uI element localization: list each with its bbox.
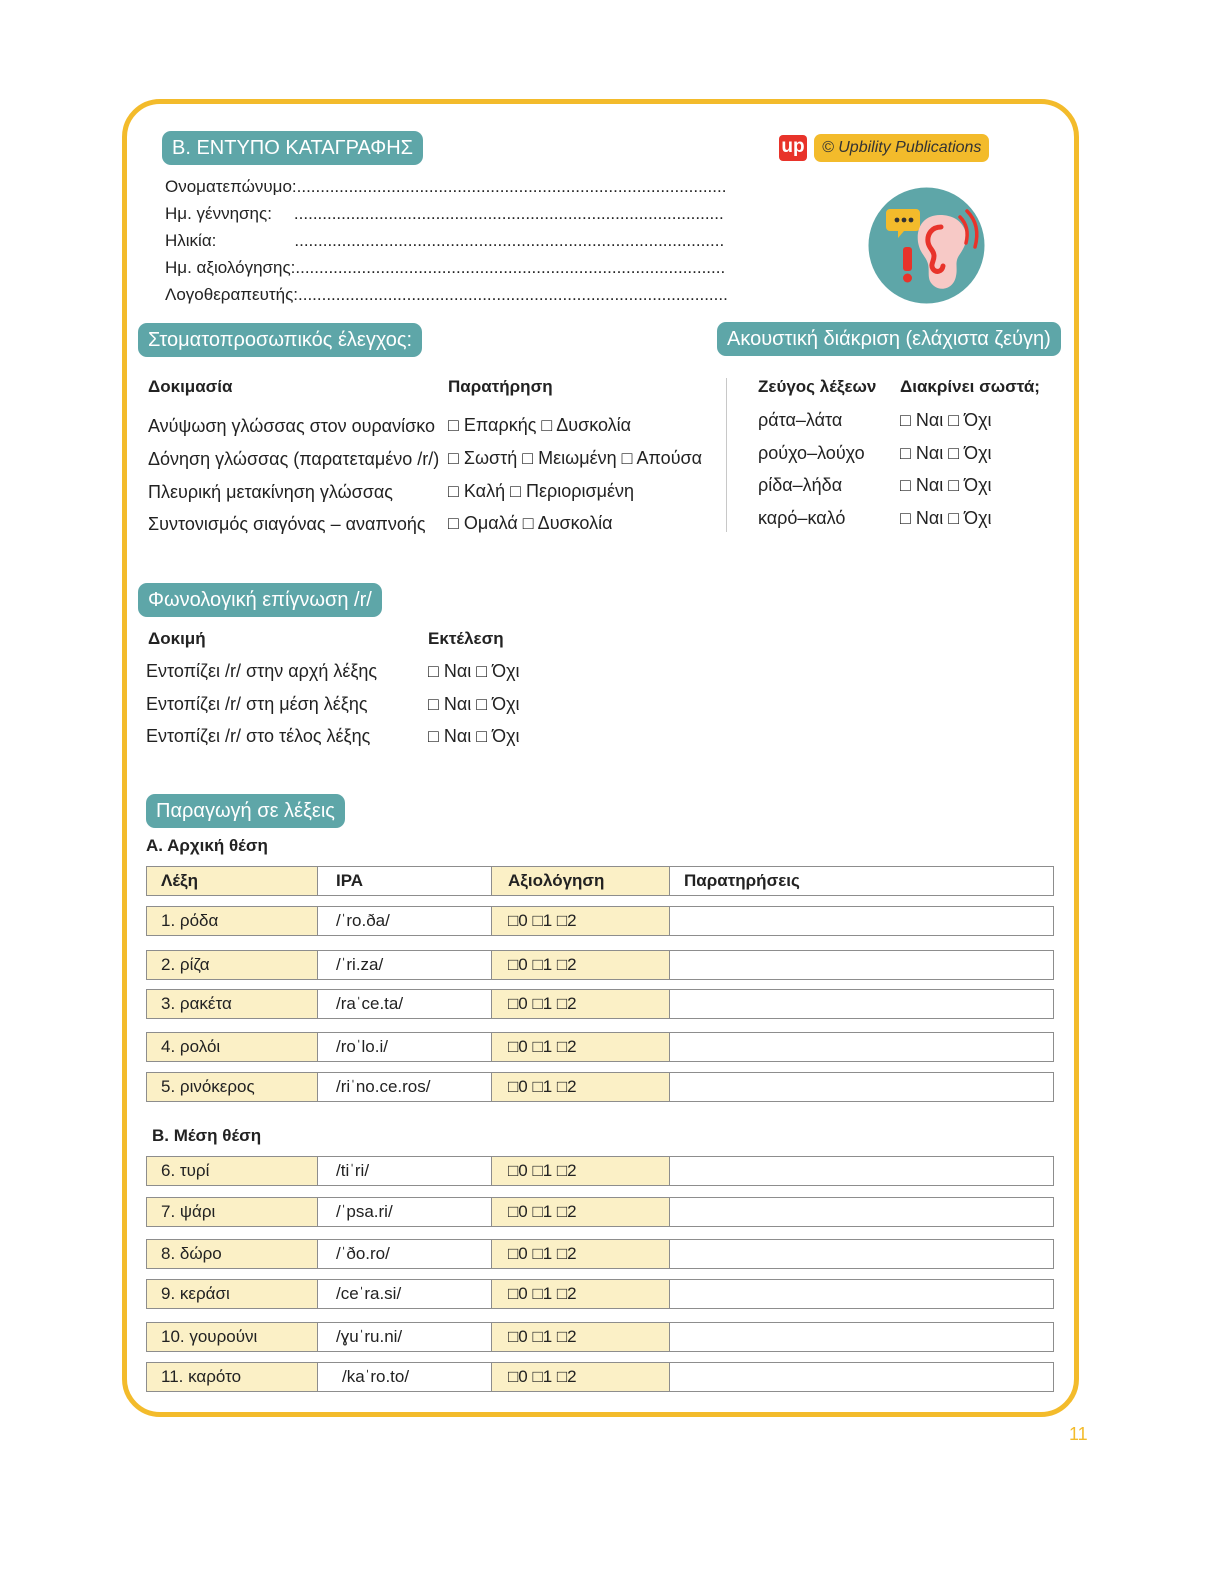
auditory-col-pair: Ζεύγος λέξεων bbox=[758, 377, 877, 396]
ipa-cell: /ˈri.za/ bbox=[318, 950, 492, 980]
oral-observation-checkboxes[interactable]: □ Ομαλά □ Δυσκολία bbox=[448, 513, 613, 533]
notes-cell[interactable] bbox=[670, 1239, 1054, 1269]
table-row bbox=[146, 1197, 1054, 1227]
table-row bbox=[146, 989, 1054, 1019]
table-row bbox=[146, 1279, 1054, 1309]
field-label: Λογοθεραπευτής: bbox=[165, 285, 298, 304]
field-birthdate[interactable] bbox=[165, 204, 724, 224]
phono-test: Εντοπίζει /r/ στη μέση λέξης bbox=[146, 694, 368, 714]
notes-cell[interactable] bbox=[670, 1279, 1054, 1309]
notes-cell[interactable] bbox=[670, 1032, 1054, 1062]
word-cell: 2. ρίζα bbox=[146, 950, 318, 980]
phono-answer-checkboxes[interactable]: □ Ναι □ Όχι bbox=[428, 694, 520, 714]
oral-observation-checkboxes[interactable]: □ Σωστή □ Μειωμένη □ Απούσα bbox=[448, 448, 703, 468]
score-checkboxes[interactable]: □0 □1 □2 bbox=[492, 989, 670, 1019]
field-label: Ονοματεπώνυμο: bbox=[165, 177, 297, 196]
field-label: Ημ. γέννησης: bbox=[165, 204, 272, 223]
word-cell: 9. κεράσι bbox=[146, 1279, 318, 1309]
word-cell: 8. δώρο bbox=[146, 1239, 318, 1269]
notes-cell[interactable] bbox=[670, 950, 1054, 980]
table-header-row bbox=[146, 866, 1054, 896]
notes-cell[interactable] bbox=[670, 906, 1054, 936]
oral-task: Δόνηση γλώσσας (παρατεταμένο /r/) bbox=[148, 449, 440, 469]
ipa-cell: /ˈro.ða/ bbox=[318, 906, 492, 936]
auditory-pair: ράτα–λάτα bbox=[758, 410, 843, 430]
auditory-pair: ρίδα–λήδα bbox=[758, 475, 843, 495]
table-row bbox=[146, 1032, 1054, 1062]
notes-cell[interactable] bbox=[670, 1362, 1054, 1392]
table-row bbox=[146, 1072, 1054, 1102]
auditory-answer-checkboxes[interactable]: □ Ναι □ Όχι bbox=[900, 508, 992, 528]
notes-cell[interactable] bbox=[670, 1156, 1054, 1186]
notes-cell[interactable] bbox=[670, 1322, 1054, 1352]
auditory-answer-checkboxes[interactable]: □ Ναι □ Όχι bbox=[900, 443, 992, 463]
oral-observation-checkboxes[interactable]: □ Καλή □ Περιορισμένη bbox=[448, 481, 634, 501]
field-label: Ηλικία: bbox=[165, 231, 217, 250]
field-name[interactable] bbox=[165, 177, 726, 197]
field-dots: ........................................................................................... bbox=[298, 285, 728, 304]
field-dots: ........................................................................................... bbox=[295, 258, 726, 277]
header-notes: Παρατηρήσεις bbox=[670, 866, 1054, 896]
ipa-cell: /roˈlo.i/ bbox=[318, 1032, 492, 1062]
score-checkboxes[interactable]: □0 □1 □2 bbox=[492, 950, 670, 980]
ipa-cell: /ˈpsa.ri/ bbox=[318, 1197, 492, 1227]
header-word: Λέξη bbox=[146, 866, 318, 896]
oral-col-observation: Παρατήρηση bbox=[448, 377, 553, 396]
table-row bbox=[146, 1156, 1054, 1186]
up-logo: up bbox=[779, 135, 807, 161]
score-checkboxes[interactable]: □0 □1 □2 bbox=[492, 1362, 670, 1392]
phono-test: Εντοπίζει /r/ στην αρχή λέξης bbox=[146, 661, 378, 681]
word-cell: 3. ρακέτα bbox=[146, 989, 318, 1019]
word-cell: 7. ψάρι bbox=[146, 1197, 318, 1227]
field-dots: ........................................................................................... bbox=[294, 231, 725, 250]
field-age[interactable] bbox=[165, 231, 724, 251]
ipa-cell: /ceˈra.si/ bbox=[318, 1279, 492, 1309]
field-label: Ημ. αξιολόγησης: bbox=[165, 258, 296, 277]
notes-cell[interactable] bbox=[670, 1072, 1054, 1102]
score-checkboxes[interactable]: □0 □1 □2 bbox=[492, 1239, 670, 1269]
notes-cell[interactable] bbox=[670, 1197, 1054, 1227]
table-row bbox=[146, 1239, 1054, 1269]
score-checkboxes[interactable]: □0 □1 □2 bbox=[492, 906, 670, 936]
auditory-col-answer: Διακρίνει σωστά; bbox=[900, 377, 1040, 396]
field-dots: ........................................................................................... bbox=[293, 204, 724, 223]
ipa-cell: /tiˈri/ bbox=[318, 1156, 492, 1186]
oral-task: Συντονισμός σιαγόνας – αναπνοής bbox=[148, 514, 426, 534]
score-checkboxes[interactable]: □0 □1 □2 bbox=[492, 1032, 670, 1062]
auditory-section-title: Ακουστική διάκριση (ελάχιστα ζεύγη) bbox=[717, 322, 1061, 356]
word-cell: 11. καρότο bbox=[146, 1362, 318, 1392]
oral-task: Ανύψωση γλώσσας στον ουρανίσκο bbox=[148, 416, 435, 436]
table-row bbox=[146, 1362, 1054, 1392]
form-title: Β. ΕΝΤΥΠΟ ΚΑΤΑΓΡΑΦΗΣ bbox=[162, 131, 423, 165]
ipa-cell: /ɣuˈru.ni/ bbox=[318, 1322, 492, 1352]
oral-observation-checkboxes[interactable]: □ Επαρκής □ Δυσκολία bbox=[448, 415, 632, 435]
oral-section-title: Στοματοπροσωπικός έλεγχος: bbox=[138, 323, 422, 357]
field-assessment-date[interactable] bbox=[165, 258, 725, 278]
phono-answer-checkboxes[interactable]: □ Ναι □ Όχι bbox=[428, 661, 520, 681]
phono-col-test: Δοκιμή bbox=[148, 629, 206, 648]
phono-col-performance: Εκτέλεση bbox=[428, 629, 504, 648]
section-initial-position: Α. Αρχική θέση bbox=[146, 836, 268, 855]
table-row bbox=[146, 906, 1054, 936]
notes-cell[interactable] bbox=[670, 989, 1054, 1019]
score-checkboxes[interactable]: □0 □1 □2 bbox=[492, 1197, 670, 1227]
auditory-pair: ρούχο–λούχο bbox=[758, 443, 865, 463]
word-cell: 5. ρινόκερος bbox=[146, 1072, 318, 1102]
ipa-cell: /ˈðo.ro/ bbox=[318, 1239, 492, 1269]
auditory-answer-checkboxes[interactable]: □ Ναι □ Όχι bbox=[900, 410, 992, 430]
ear-hearing-icon bbox=[868, 187, 985, 304]
score-checkboxes[interactable]: □0 □1 □2 bbox=[492, 1279, 670, 1309]
score-checkboxes[interactable]: □0 □1 □2 bbox=[492, 1072, 670, 1102]
phono-test: Εντοπίζει /r/ στο τέλος λέξης bbox=[146, 726, 371, 746]
word-cell: 1. ρόδα bbox=[146, 906, 318, 936]
score-checkboxes[interactable]: □0 □1 □2 bbox=[492, 1156, 670, 1186]
word-cell: 6. τυρί bbox=[146, 1156, 318, 1186]
brand-label: © Upbility Publications bbox=[814, 134, 989, 162]
word-cell: 10. γουρούνι bbox=[146, 1322, 318, 1352]
ipa-cell: /raˈce.ta/ bbox=[318, 989, 492, 1019]
oral-task: Πλευρική μετακίνηση γλώσσας bbox=[148, 482, 393, 502]
score-checkboxes[interactable]: □0 □1 □2 bbox=[492, 1322, 670, 1352]
header-ipa: IPA bbox=[318, 866, 492, 896]
ipa-cell: /riˈno.ce.ros/ bbox=[318, 1072, 492, 1102]
column-divider bbox=[726, 378, 727, 532]
field-dots: ........................................................................................... bbox=[296, 177, 727, 196]
oral-col-task: Δοκιμασία bbox=[148, 377, 233, 396]
production-section-title: Παραγωγή σε λέξεις bbox=[146, 794, 345, 828]
field-therapist[interactable] bbox=[165, 285, 728, 305]
header-score: Αξιολόγηση bbox=[492, 866, 670, 896]
phono-answer-checkboxes[interactable]: □ Ναι □ Όχι bbox=[428, 726, 520, 746]
word-cell: 4. ρολόι bbox=[146, 1032, 318, 1062]
table-row bbox=[146, 950, 1054, 980]
phono-section-title: Φωνολογική επίγνωση /r/ bbox=[138, 583, 382, 617]
auditory-answer-checkboxes[interactable]: □ Ναι □ Όχι bbox=[900, 475, 992, 495]
page-number: 11 bbox=[1069, 1424, 1088, 1444]
section-middle-position: Β. Μέση θέση bbox=[152, 1126, 262, 1145]
auditory-pair: καρό–καλό bbox=[758, 508, 846, 528]
ipa-cell: /kaˈro.to/ bbox=[318, 1362, 492, 1392]
table-row bbox=[146, 1322, 1054, 1352]
